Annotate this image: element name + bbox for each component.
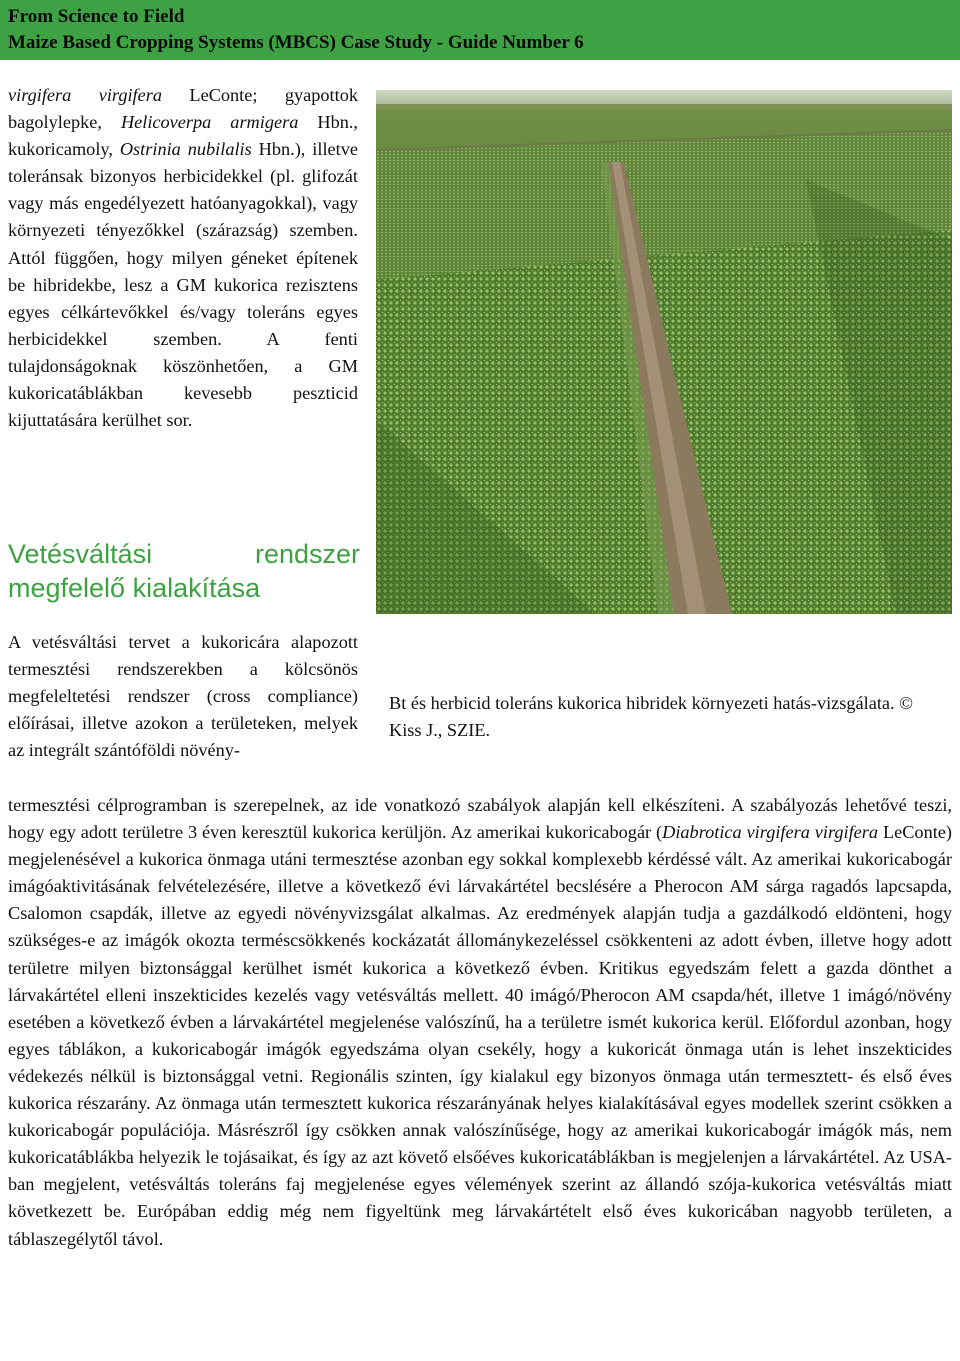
intro-paragraph	[8, 82, 358, 434]
figure-caption: Bt és herbicid toleráns kukorica hibridek környezeti hatás-vizsgálata. © Kiss J., SZIE.	[389, 693, 914, 740]
section-paragraph-start: A vetésváltási tervet a kukoricára alapozott termesztési rendszerekben a kölcsönös megfeleltetési rendszer (cross compliance) előírásai, illetve azokon a területeken, melyek az integrált szántóföldi növény-	[8, 632, 358, 761]
intro-text: Hbn., kukoricamoly,	[8, 112, 358, 160]
heading-word: Vetésváltási	[8, 539, 153, 569]
heading-line: megfelelő kialakítása	[8, 573, 261, 603]
heading-word: rendszer	[254, 539, 360, 569]
body-text: termesztési célprogramban is szerepelnek, az ide vonatkozó szabályok alapján kell elkészíteni. A szabályozás lehetővé teszi, hogy egy adott területre 3 éven keresztül kukorica kerüljön. Az amerikai kukoricabogár (	[8, 795, 952, 843]
latin-name: Diabrotica virgifera virgifera	[662, 822, 879, 843]
body-text: LeConte) megjelenésével a kukorica önmaga utáni termesztése azonban egy sokkal komplexebb kérdéssé vált. Az amerikai kukoricabogár imágóaktivitásának felvételezésére, illetve a következő évi lárvakártétel becslésére a Pherocon AM sárga ragadós lapcsapda, Csalomon csapdák, illetve az egyedi növényvizsgálat alkalmas. Az eredmények alapján tudja a gazdálkodó eldönteni, hogy szükséges-e az imágók okozta terméscsökkenés kockázatát állománykezeléssel csökkenteni az adott évben, illetve hogy adott területre milyen biztonsággal kerülhet ismét kukorica a következő évben. Kritikus egyedszám felett a gazda dönthet a lárvakártétel elleni inszekticides kezelés vagy vetésváltás mellett. 40 imágó/Pherocon AM csapda/hét, illetve 1 imágó/növény esetében a következő évben a lárvakártétel megjelenése valószínű, ha a területre ismét kukorica kerül. Előfordul azonban, hogy egyes táblákon, a kukoricabogár imágók egyedszáma olyan csekély, hogy a kukoricát önmaga után is lehet inszekticides védekezés nélkül is biztonsággal vetni. Regionális szinten, így kialakul egy bizonyos önmaga után termesztett- és első éves kukorica részarány. Az önmaga után termesztett kukorica részarányának helyes kialakításával egyes modellek szerint csökken a kukoricabogár populációja. Másrészről így csökken annak valószínűsége, hogy az amerikai kukoricabogár imágók más, nem kukoricatáblákba helyezik le tojásaikat, és így az azt követő elsőéves kukoricatáblákban is megjelenjen a lárvakártétel. Az USA-ban megjelent, vetésváltás toleráns faj megjelenése egyes vélemények szerint az állandó szója-kukorica vetésváltás miatt következett be. Európában eddig még nem figyeltünk meg lárvakártételt első éves kukoricában nagyobb területen, a táblaszegélytől távol.	[8, 822, 952, 1249]
latin-name: Ostrinia nubilalis	[119, 139, 252, 160]
header-guide-title: Maize Based Cropping Systems (MBCS) Case Study - Guide Number 6	[8, 32, 584, 53]
body-paragraph	[8, 792, 952, 1253]
maize-field-photo	[376, 90, 952, 614]
latin-name: Helicoverpa armigera	[120, 112, 299, 133]
page-header	[0, 0, 960, 60]
header-series-title: From Science to Field	[8, 6, 185, 27]
section-heading	[8, 537, 360, 605]
intro-column	[8, 82, 358, 434]
main-body	[8, 792, 952, 1253]
intro-text: Hbn.), illetve toleránsak bizonyos herbicidekkel (pl. glifozát vagy más engedélyezett hatóanyagokkal), vagy környezeti tényezőkkel (szárazság) szemben. Attól függően, hogy milyen géneket építenek be hibridekbe, lesz a GM kukorica rezisztens egyes célkártevőkkel és/vagy toleráns egyes herbicidekkel szemben. A fenti tulajdonságoknak köszönhetően, a GM kukoricatáblákban kevesebb peszticid kijuttatására kerülhet sor.	[8, 139, 358, 431]
intro-text: LeConte; gyapottok bagolylepke,	[8, 85, 358, 133]
section-column	[8, 629, 358, 764]
latin-name: virgifera virgifera	[8, 85, 163, 105]
